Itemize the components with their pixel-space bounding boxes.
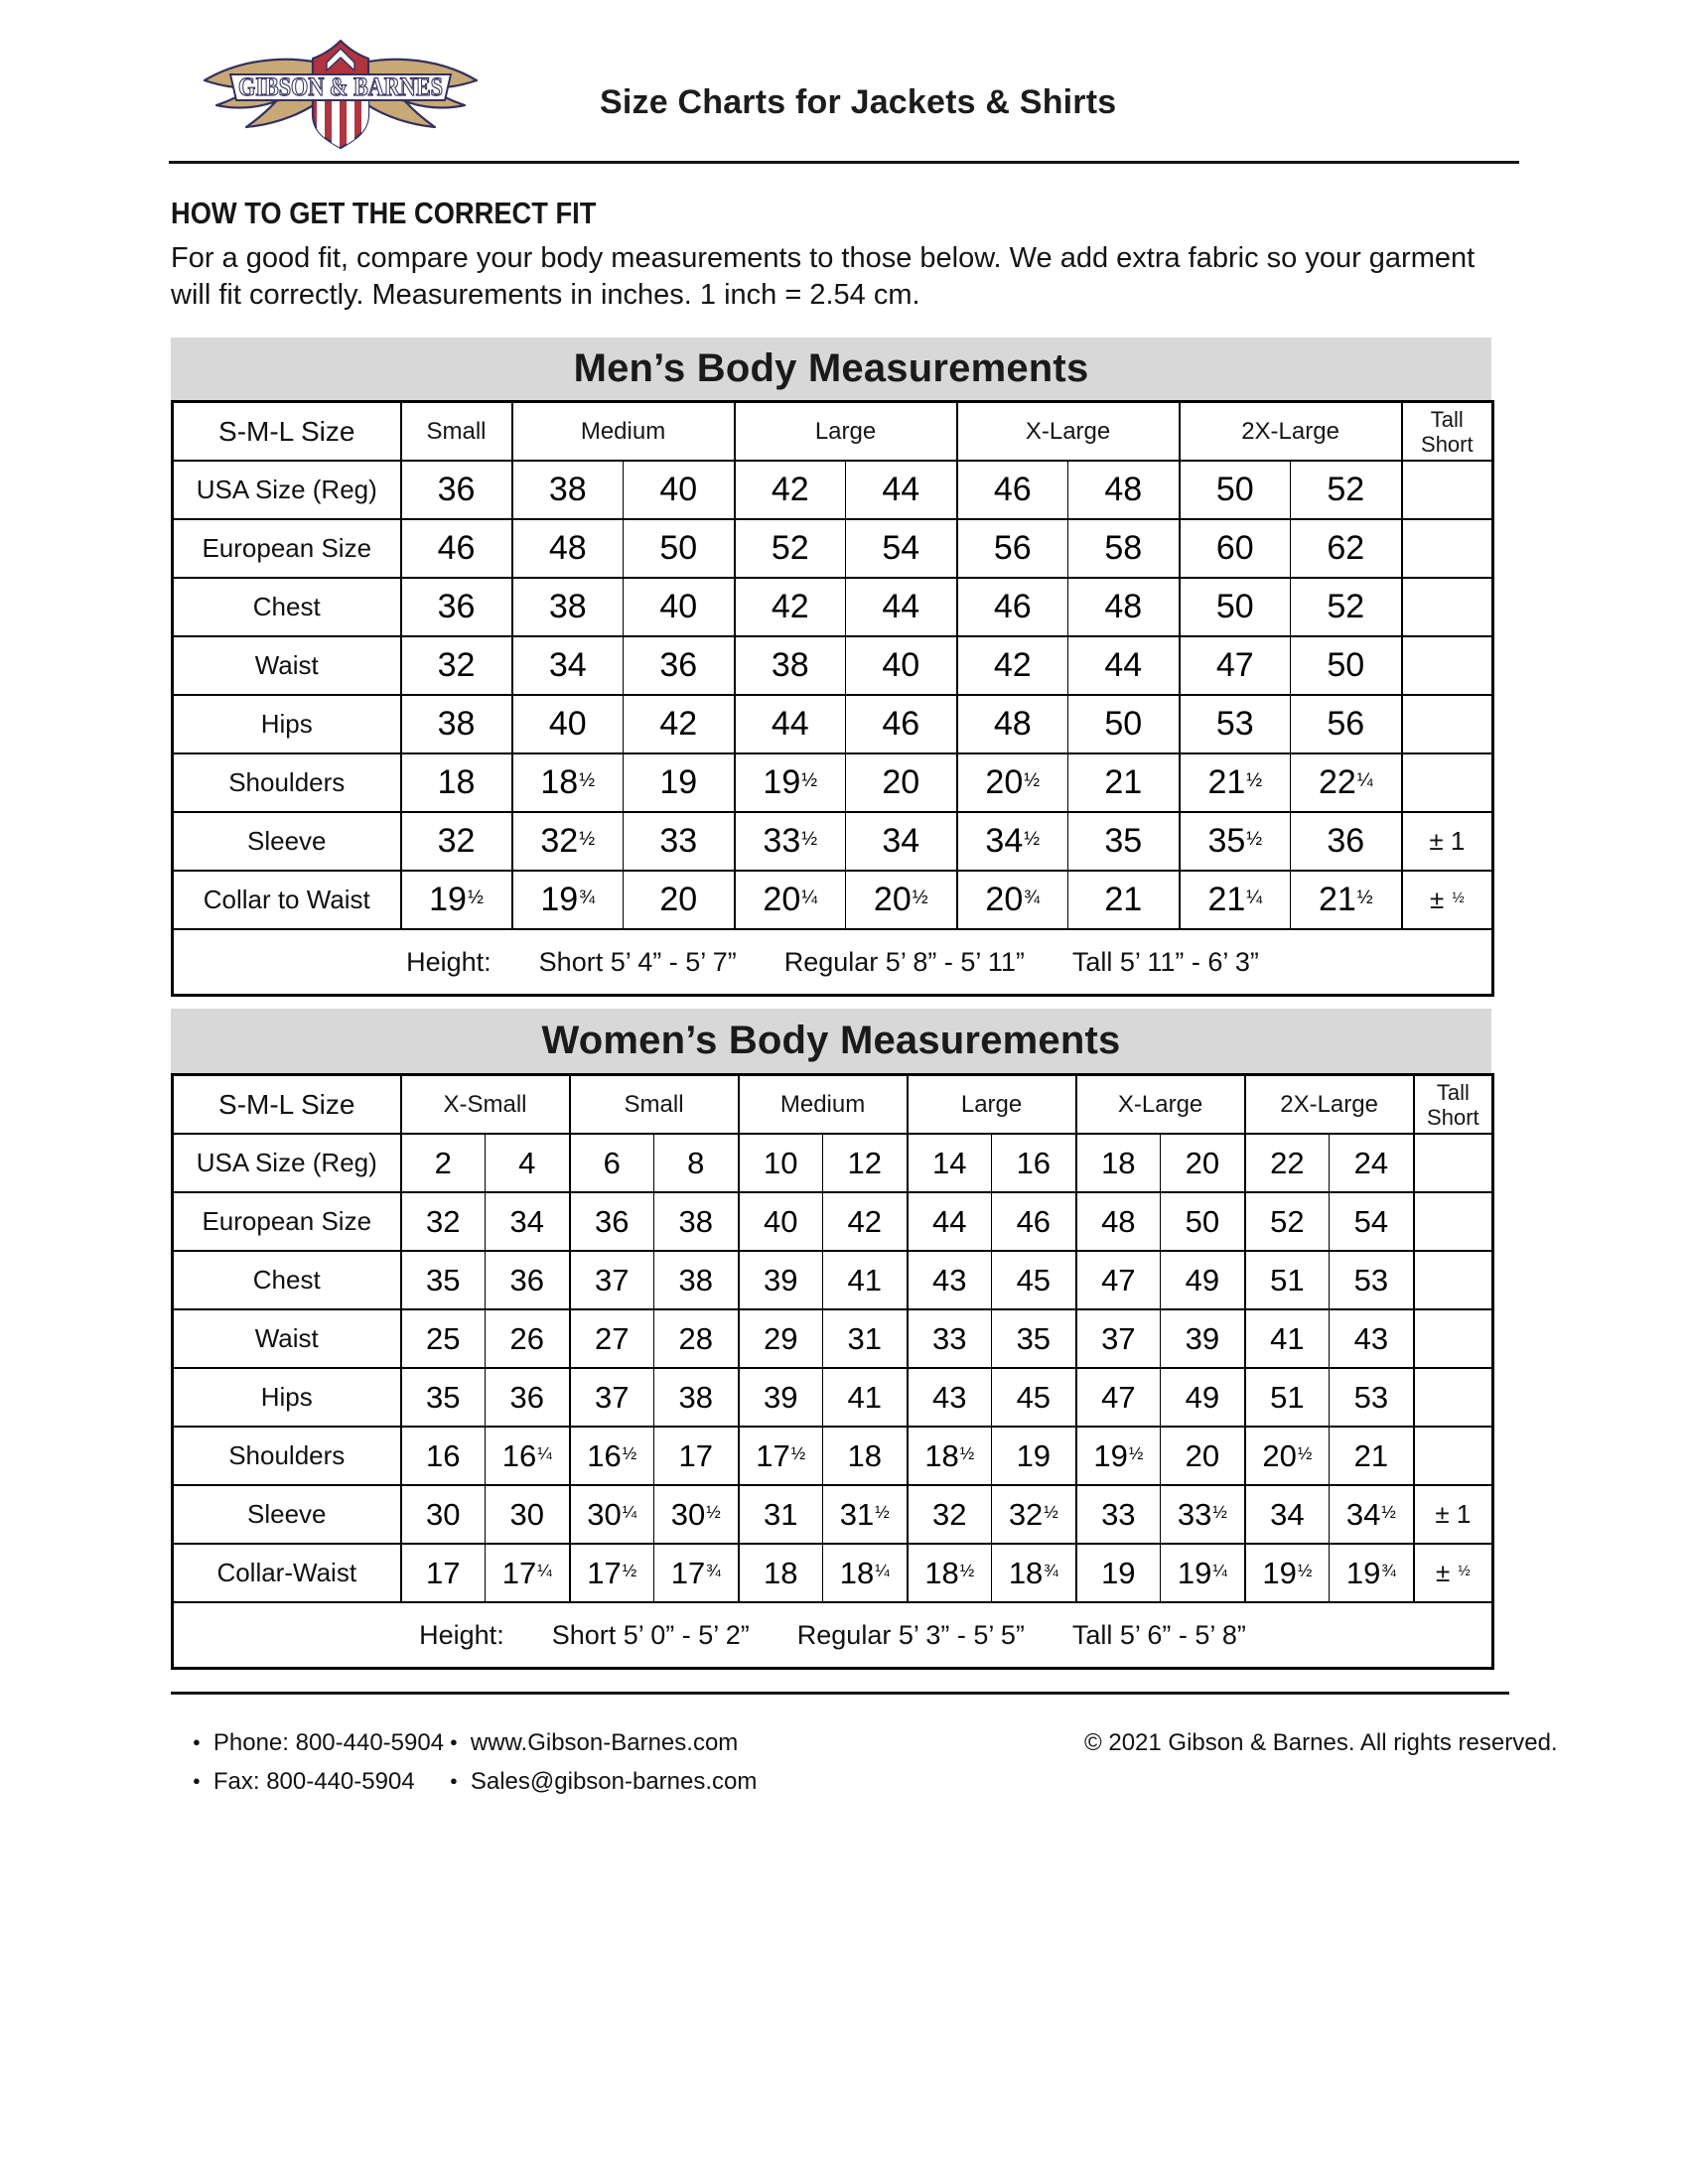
size-value-cell: 52 (1291, 578, 1402, 636)
size-group-header: X-Large (957, 402, 1180, 462)
size-value-cell: 42 (624, 695, 735, 753)
size-value-cell: 62 (1291, 519, 1402, 578)
size-value-cell: 20 (1161, 1134, 1245, 1192)
size-value-cell: 56 (957, 519, 1068, 578)
measurement-row-label: Hips (173, 695, 401, 753)
size-value-cell: 47 (1076, 1251, 1161, 1309)
size-value-cell: 52 (1291, 461, 1402, 519)
tolerance-cell (1402, 695, 1493, 753)
tolerance-cell (1414, 1192, 1493, 1251)
size-value-cell: $32^{\frac{1}{2}}$ (992, 1485, 1076, 1544)
size-value-cell: 38 (512, 578, 624, 636)
size-value-cell: 43 (908, 1251, 992, 1309)
size-value-cell: 17 (654, 1427, 739, 1485)
size-value-cell: 36 (401, 461, 512, 519)
size-value-cell: 44 (735, 695, 846, 753)
size-value-cell: 37 (570, 1251, 654, 1309)
size-value-cell: $20^{\frac{1}{4}}$ (735, 871, 846, 929)
measurement-row-label: Collar-Waist (173, 1544, 401, 1602)
measurement-row-label: Waist (173, 636, 401, 695)
size-value-cell: 31 (823, 1309, 908, 1368)
size-value-cell: 47 (1180, 636, 1291, 695)
size-value-cell: $16^{\frac{1}{4}}$ (486, 1427, 570, 1485)
measurement-row-label: Shoulders (173, 753, 401, 812)
womens-table-banner (171, 1009, 1491, 1073)
size-value-cell: $17^{\frac{1}{2}}$ (570, 1544, 654, 1602)
size-value-cell: 28 (654, 1309, 739, 1368)
mens-table-title: Men’s Body Measurements (573, 346, 1089, 390)
footer-divider (171, 1692, 1509, 1695)
size-value-cell: 52 (735, 519, 846, 578)
size-value-cell: 54 (1330, 1192, 1414, 1251)
size-value-cell: 14 (908, 1134, 992, 1192)
size-value-cell: 42 (735, 578, 846, 636)
tolerance-cell (1402, 578, 1493, 636)
size-value-cell: 16 (992, 1134, 1076, 1192)
size-value-cell: 49 (1161, 1368, 1245, 1427)
size-value-cell: 38 (512, 461, 624, 519)
size-value-cell: 45 (992, 1368, 1076, 1427)
size-value-cell: 42 (823, 1192, 908, 1251)
size-value-cell: $20^{\frac{1}{2}}$ (1245, 1427, 1330, 1485)
tolerance-cell (1414, 1368, 1493, 1427)
size-value-cell: 4 (486, 1134, 570, 1192)
size-value-cell: 50 (624, 519, 735, 578)
size-value-cell: 46 (992, 1192, 1076, 1251)
size-value-cell: $16^{\frac{1}{2}}$ (570, 1427, 654, 1485)
header-divider (169, 161, 1519, 164)
size-value-cell: 36 (624, 636, 735, 695)
size-value-cell: 6 (570, 1134, 654, 1192)
size-value-cell: 18 (823, 1427, 908, 1485)
measurement-row-label: Shoulders (173, 1427, 401, 1485)
size-value-cell: 50 (1161, 1192, 1245, 1251)
logo-wordmark: GIBSON & BARNES (238, 72, 443, 101)
size-value-cell: 41 (823, 1251, 908, 1309)
size-group-header: Medium (512, 402, 735, 462)
size-value-cell: $18^{\frac{1}{2}}$ (908, 1544, 992, 1602)
size-value-cell: 40 (624, 578, 735, 636)
size-value-cell: $19^{\frac{3}{4}}$ (512, 871, 624, 929)
size-value-cell: 30 (401, 1485, 486, 1544)
tolerance-cell (1414, 1427, 1493, 1485)
size-value-cell: $33^{\frac{1}{2}}$ (735, 812, 846, 871)
size-group-header: Medium (739, 1075, 908, 1135)
measurement-row-label: USA Size (Reg) (173, 461, 401, 519)
size-value-cell: 20 (1161, 1427, 1245, 1485)
measurement-row-label: Hips (173, 1368, 401, 1427)
size-value-cell: 30 (486, 1485, 570, 1544)
size-value-cell: 29 (739, 1309, 823, 1368)
size-value-cell: 51 (1245, 1368, 1330, 1427)
fit-instructions (171, 196, 1531, 314)
size-value-cell: 19 (992, 1427, 1076, 1485)
size-value-cell: $17^{\frac{3}{4}}$ (654, 1544, 739, 1602)
size-value-cell: 40 (624, 461, 735, 519)
size-value-cell: 22 (1245, 1134, 1330, 1192)
footer-website-link[interactable]: ● www.Gibson-Barnes.com (450, 1728, 739, 1756)
size-value-cell: 35 (1068, 812, 1180, 871)
size-value-cell: $21^{\frac{1}{2}}$ (1180, 753, 1291, 812)
winged-shield-logo-graphic (197, 34, 485, 155)
footer-contact-column-1 (193, 1723, 444, 1801)
fit-instructions-heading: HOW TO GET THE CORRECT FIT (171, 196, 597, 230)
size-value-cell: 51 (1245, 1251, 1330, 1309)
size-value-cell: 32 (401, 1192, 486, 1251)
size-value-cell: $20^{\frac{1}{2}}$ (846, 871, 957, 929)
size-value-cell: $18^{\frac{1}{2}}$ (908, 1427, 992, 1485)
size-value-cell: 50 (1291, 636, 1402, 695)
size-value-cell: 35 (401, 1368, 486, 1427)
mens-measurements-section (171, 338, 1491, 997)
size-group-header: Small (401, 402, 512, 462)
size-value-cell: $19^{\frac{3}{4}}$ (1330, 1544, 1414, 1602)
size-value-cell: 2 (401, 1134, 486, 1192)
size-value-cell: 35 (401, 1251, 486, 1309)
size-value-cell: 32 (908, 1485, 992, 1544)
size-value-cell: 8 (654, 1134, 739, 1192)
bullet-icon: ● (193, 1734, 201, 1749)
size-value-cell: 38 (401, 695, 512, 753)
size-value-cell: 38 (654, 1368, 739, 1427)
size-value-cell: $18^{\frac{1}{2}}$ (512, 753, 624, 812)
size-value-cell: 18 (401, 753, 512, 812)
size-value-cell: $35^{\frac{1}{2}}$ (1180, 812, 1291, 871)
measurement-row-label: European Size (173, 1192, 401, 1251)
size-value-cell: 36 (486, 1251, 570, 1309)
size-value-cell: 44 (846, 578, 957, 636)
size-value-cell: 20 (846, 753, 957, 812)
size-value-cell: 50 (1180, 461, 1291, 519)
size-value-cell: 34 (512, 636, 624, 695)
tolerance-cell: ± 1 (1414, 1485, 1493, 1544)
size-value-cell: 32 (401, 636, 512, 695)
tall-short-header: Tall Short (1414, 1075, 1493, 1135)
womens-size-table (171, 1073, 1494, 1670)
size-value-cell: 45 (992, 1251, 1076, 1309)
size-value-cell: 16 (401, 1427, 486, 1485)
size-value-cell: 21 (1330, 1427, 1414, 1485)
size-value-cell: 53 (1180, 695, 1291, 753)
size-value-cell: 25 (401, 1309, 486, 1368)
page-title: Size Charts for Jackets & Shirts (600, 83, 1117, 121)
size-value-cell: 52 (1245, 1192, 1330, 1251)
gibson-barnes-logo (197, 34, 485, 155)
size-value-cell: 36 (401, 578, 512, 636)
size-value-cell: $17^{\frac{1}{2}}$ (739, 1427, 823, 1485)
size-value-cell: 43 (908, 1368, 992, 1427)
size-value-cell: $21^{\frac{1}{4}}$ (1180, 871, 1291, 929)
tolerance-cell (1414, 1309, 1493, 1368)
size-value-cell: 47 (1076, 1368, 1161, 1427)
size-value-cell: 36 (1291, 812, 1402, 871)
size-value-cell: 49 (1161, 1251, 1245, 1309)
size-group-header: Large (908, 1075, 1076, 1135)
size-value-cell: 33 (624, 812, 735, 871)
size-value-cell: 36 (486, 1368, 570, 1427)
size-value-cell: $30^{\frac{1}{2}}$ (654, 1485, 739, 1544)
size-value-cell: 41 (823, 1368, 908, 1427)
size-value-cell: $19^{\frac{1}{4}}$ (1161, 1544, 1245, 1602)
size-value-cell: 48 (1068, 578, 1180, 636)
size-value-cell: $19^{\frac{1}{2}}$ (735, 753, 846, 812)
size-value-cell: 26 (486, 1309, 570, 1368)
tolerance-cell (1402, 753, 1493, 812)
size-value-cell: 50 (1180, 578, 1291, 636)
womens-measurements-section (171, 1009, 1491, 1670)
size-value-cell: $19^{\frac{1}{2}}$ (1245, 1544, 1330, 1602)
size-value-cell: $20^{\frac{1}{2}}$ (957, 753, 1068, 812)
measurement-row-label: Collar to Waist (173, 871, 401, 929)
size-value-cell: 33 (1076, 1485, 1161, 1544)
size-value-cell: 48 (957, 695, 1068, 753)
tolerance-cell (1414, 1251, 1493, 1309)
size-value-cell: 34 (486, 1192, 570, 1251)
tall-short-header: Tall Short (1402, 402, 1493, 462)
size-value-cell: 35 (992, 1309, 1076, 1368)
size-value-cell: 37 (1076, 1309, 1161, 1368)
bullet-icon: ● (193, 1773, 201, 1788)
size-value-cell: 48 (1076, 1192, 1161, 1251)
size-group-header: 2X-Large (1180, 402, 1402, 462)
size-value-cell: 20 (624, 871, 735, 929)
bullet-icon: ● (450, 1734, 458, 1749)
size-value-cell: 50 (1068, 695, 1180, 753)
measurement-row-label: Sleeve (173, 812, 401, 871)
size-value-cell: $30^{\frac{1}{4}}$ (570, 1485, 654, 1544)
bullet-icon: ● (450, 1773, 458, 1788)
size-value-cell: $18^{\frac{1}{4}}$ (823, 1544, 908, 1602)
size-value-cell: 44 (846, 461, 957, 519)
tolerance-cell (1402, 636, 1493, 695)
size-group-header: Large (735, 402, 957, 462)
size-value-cell: $18^{\frac{3}{4}}$ (992, 1544, 1076, 1602)
footer-fax: ● Fax: 800-440-5904 (193, 1767, 415, 1795)
size-value-cell: 37 (570, 1368, 654, 1427)
size-value-cell: 38 (654, 1251, 739, 1309)
size-value-cell: $31^{\frac{1}{2}}$ (823, 1485, 908, 1544)
measurement-row-label: European Size (173, 519, 401, 578)
size-value-cell: 36 (570, 1192, 654, 1251)
fit-instructions-line1: For a good fit, compare your body measurements to those below. We add extra fabric so your garment (171, 242, 1476, 274)
size-value-cell: 18 (1076, 1134, 1161, 1192)
size-value-cell: 10 (739, 1134, 823, 1192)
size-value-cell: 38 (735, 636, 846, 695)
size-value-cell: 34 (846, 812, 957, 871)
mens-size-table (171, 400, 1494, 997)
size-value-cell: $33^{\frac{1}{2}}$ (1161, 1485, 1245, 1544)
size-group-header: X-Small (401, 1075, 570, 1135)
size-value-cell: $21^{\frac{1}{2}}$ (1291, 871, 1402, 929)
measurement-row-label: Chest (173, 1251, 401, 1309)
height-range-row: Height: Short 5’ 0” - 5’ 2” Regular 5’ 3” - 5’ 5” Tall 5’ 6” - 5’ 8” (173, 1602, 1493, 1669)
tolerance-cell: ± $^{\frac{1}{2}}$ (1402, 871, 1493, 929)
tolerance-cell: ± 1 (1402, 812, 1493, 871)
size-value-cell: 44 (1068, 636, 1180, 695)
size-value-cell: 27 (570, 1309, 654, 1368)
size-value-cell: 39 (1161, 1309, 1245, 1368)
size-value-cell: 19 (624, 753, 735, 812)
size-value-cell: 43 (1330, 1309, 1414, 1368)
size-value-cell: 21 (1068, 753, 1180, 812)
size-system-header: S-M-L Size (173, 402, 401, 462)
size-value-cell: 41 (1245, 1309, 1330, 1368)
footer-contact-column-2 (450, 1723, 757, 1801)
size-value-cell: 42 (957, 636, 1068, 695)
size-value-cell: 40 (739, 1192, 823, 1251)
size-value-cell: 17 (401, 1544, 486, 1602)
size-system-header: S-M-L Size (173, 1075, 401, 1135)
measurement-row-label: Chest (173, 578, 401, 636)
tolerance-cell (1414, 1134, 1493, 1192)
size-value-cell: 21 (1068, 871, 1180, 929)
size-value-cell: 42 (735, 461, 846, 519)
size-value-cell: 39 (739, 1368, 823, 1427)
size-value-cell: 58 (1068, 519, 1180, 578)
copyright-notice: © 2021 Gibson & Barnes. All rights reserved. (1084, 1728, 1558, 1756)
size-value-cell: $19^{\frac{1}{2}}$ (1076, 1427, 1161, 1485)
size-value-cell: $34^{\frac{1}{2}}$ (1330, 1485, 1414, 1544)
size-value-cell: 48 (1068, 461, 1180, 519)
size-value-cell: 38 (654, 1192, 739, 1251)
size-value-cell: 39 (739, 1251, 823, 1309)
mens-table-banner (171, 338, 1491, 400)
size-value-cell: $22^{\frac{1}{4}}$ (1291, 753, 1402, 812)
tolerance-cell (1402, 519, 1493, 578)
size-value-cell: 54 (846, 519, 957, 578)
size-value-cell: 40 (846, 636, 957, 695)
footer-email-link[interactable]: ● Sales@gibson-barnes.com (450, 1767, 758, 1795)
size-value-cell: 24 (1330, 1134, 1414, 1192)
size-value-cell: 60 (1180, 519, 1291, 578)
tolerance-cell (1402, 461, 1493, 519)
tolerance-cell: ± $^{\frac{1}{2}}$ (1414, 1544, 1493, 1602)
size-value-cell: 48 (512, 519, 624, 578)
size-value-cell: 53 (1330, 1251, 1414, 1309)
size-value-cell: $17^{\frac{1}{4}}$ (486, 1544, 570, 1602)
size-group-header: Small (570, 1075, 739, 1135)
size-value-cell: $34^{\frac{1}{2}}$ (957, 812, 1068, 871)
size-group-header: 2X-Large (1245, 1075, 1414, 1135)
fit-instructions-line2: will fit correctly. Measurements in inches. 1 inch = 2.54 cm. (171, 279, 920, 311)
size-value-cell: 31 (739, 1485, 823, 1544)
size-value-cell: 46 (957, 461, 1068, 519)
size-value-cell: 32 (401, 812, 512, 871)
size-value-cell: 33 (908, 1309, 992, 1368)
size-value-cell: 19 (1076, 1544, 1161, 1602)
size-value-cell: $32^{\frac{1}{2}}$ (512, 812, 624, 871)
size-value-cell: 53 (1330, 1368, 1414, 1427)
measurement-row-label: Waist (173, 1309, 401, 1368)
womens-table-title: Women’s Body Measurements (541, 1019, 1121, 1062)
size-value-cell: 44 (908, 1192, 992, 1251)
measurement-row-label: Sleeve (173, 1485, 401, 1544)
size-value-cell: 18 (739, 1544, 823, 1602)
height-range-row: Height: Short 5’ 4” - 5’ 7” Regular 5’ 8” - 5’ 11” Tall 5’ 11” - 6’ 3” (173, 929, 1493, 996)
size-value-cell: $20^{\frac{3}{4}}$ (957, 871, 1068, 929)
size-value-cell: 46 (401, 519, 512, 578)
size-value-cell: $19^{\frac{1}{2}}$ (401, 871, 512, 929)
measurement-row-label: USA Size (Reg) (173, 1134, 401, 1192)
size-value-cell: 46 (846, 695, 957, 753)
size-value-cell: 56 (1291, 695, 1402, 753)
footer-phone: ● Phone: 800-440-5904 (193, 1728, 445, 1756)
size-group-header: X-Large (1076, 1075, 1245, 1135)
size-value-cell: 12 (823, 1134, 908, 1192)
size-value-cell: 40 (512, 695, 624, 753)
size-value-cell: 34 (1245, 1485, 1330, 1544)
size-value-cell: 46 (957, 578, 1068, 636)
